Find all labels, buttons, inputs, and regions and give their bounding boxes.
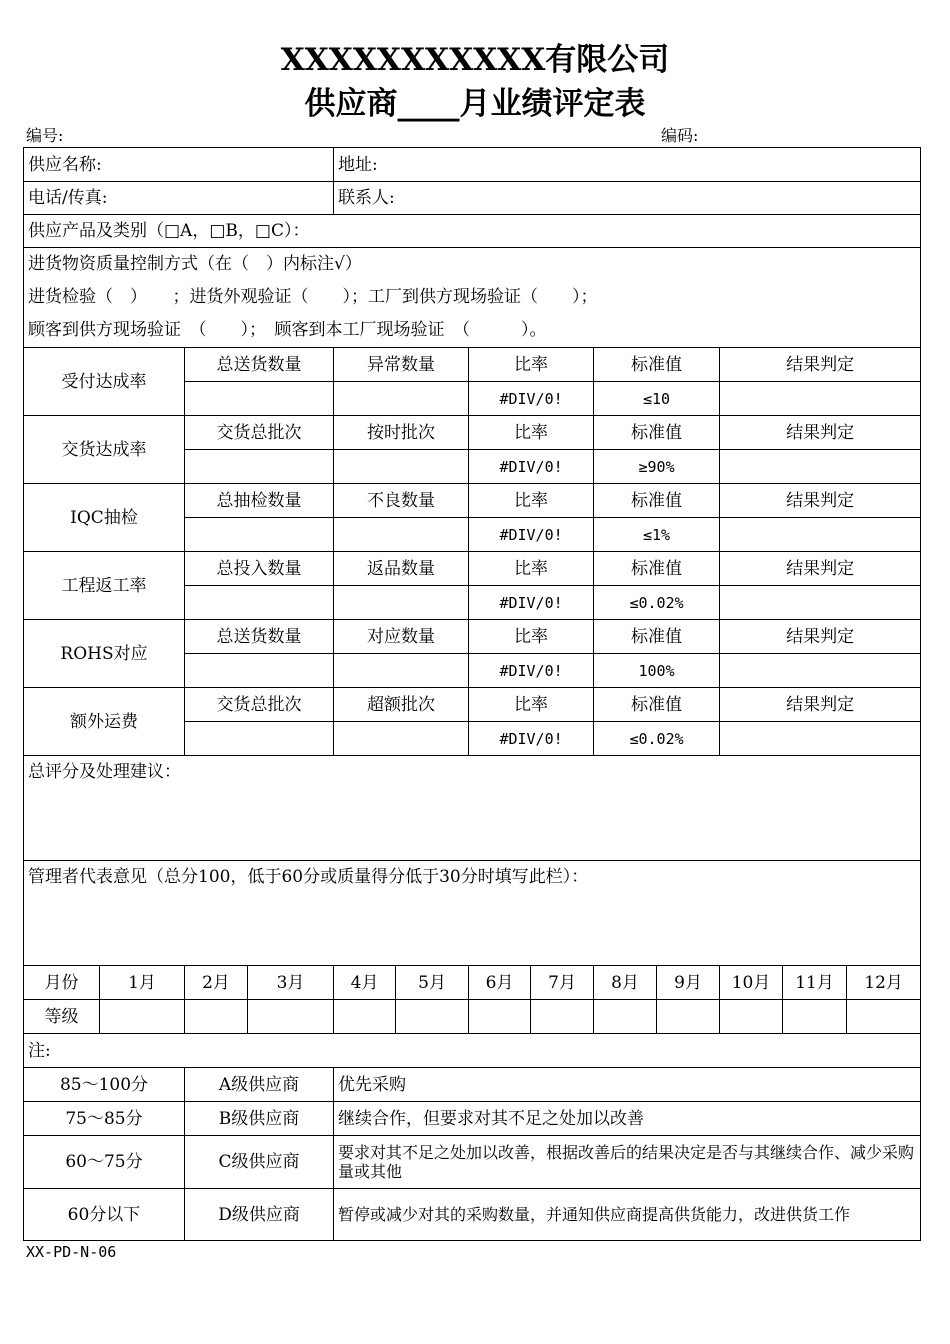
number-label: 编号:	[26, 126, 64, 145]
metric-col2-value[interactable]	[334, 654, 469, 688]
ratio-header: 比率	[469, 348, 594, 382]
contact-label: 联系人:	[338, 188, 395, 208]
overall-evaluation-label: 总评分及处理建议：	[28, 762, 181, 782]
ratio-header: 比率	[469, 416, 594, 450]
metric-col1-header: 交货总批次	[185, 688, 334, 722]
result-value[interactable]	[720, 722, 921, 756]
metric-col2-value[interactable]	[334, 518, 469, 552]
result-value[interactable]	[720, 518, 921, 552]
grade-cell-12[interactable]	[847, 1000, 921, 1034]
standard-value: ≥90%	[594, 450, 720, 484]
ratio-header: 比率	[469, 620, 594, 654]
month-10: 10月	[720, 966, 783, 1000]
grade-header: 等级	[24, 1000, 100, 1034]
address-field[interactable]	[334, 148, 921, 182]
company-title: XXXXXXXXXXX有限公司	[280, 42, 670, 78]
product-category-label: 供应产品及类别（□A，□B，□C）：	[28, 221, 310, 241]
address-label: 地址:	[338, 154, 378, 175]
score-range: 75～85分	[24, 1102, 185, 1136]
ratio-value: #DIV/0!	[469, 382, 594, 416]
ratio-value: #DIV/0!	[469, 450, 594, 484]
score-range: 60～75分	[24, 1136, 185, 1189]
metric-col2-value[interactable]	[334, 382, 469, 416]
metric-col1-value[interactable]	[185, 450, 334, 484]
grade-cell-1[interactable]	[100, 1000, 185, 1034]
ratio-value: #DIV/0!	[469, 654, 594, 688]
standard-header: 标准值	[594, 348, 720, 382]
metric-name: 工程返工率	[24, 552, 185, 620]
score-range: 60分以下	[24, 1189, 185, 1241]
grade-cell-8[interactable]	[594, 1000, 657, 1034]
month-9: 9月	[657, 966, 720, 1000]
supplier-name-label: 供应名称:	[28, 154, 102, 175]
grade-cell-2[interactable]	[185, 1000, 248, 1034]
result-header: 结果判定	[720, 348, 921, 382]
product-category-field[interactable]	[24, 215, 921, 248]
metric-name: ROHS对应	[24, 620, 185, 688]
metric-col2-header: 异常数量	[334, 348, 469, 382]
metric-col2-header: 不良数量	[334, 484, 469, 518]
level-action: 继续合作，但要求对其不足之处加以改善	[334, 1102, 921, 1136]
standard-value: 100%	[594, 654, 720, 688]
ratio-value: #DIV/0!	[469, 586, 594, 620]
grade-cell-10[interactable]	[720, 1000, 783, 1034]
month-4: 4月	[334, 966, 396, 1000]
metric-col1-header: 总投入数量	[185, 552, 334, 586]
result-header: 结果判定	[720, 484, 921, 518]
score-range: 85～100分	[24, 1068, 185, 1102]
document-code: XX-PD-N-06	[26, 1243, 117, 1261]
metric-col1-value[interactable]	[185, 654, 334, 688]
metric-name: 受付达成率	[24, 348, 185, 416]
grade-cell-7[interactable]	[531, 1000, 594, 1034]
result-value[interactable]	[720, 654, 921, 688]
standard-value: ≤0.02%	[594, 722, 720, 756]
grade-cell-9[interactable]	[657, 1000, 720, 1034]
ratio-header: 比率	[469, 552, 594, 586]
result-value[interactable]	[720, 450, 921, 484]
supplier-level: D级供应商	[185, 1189, 334, 1241]
month-header: 月份	[24, 966, 100, 1000]
grade-cell-3[interactable]	[248, 1000, 334, 1034]
result-header: 结果判定	[720, 552, 921, 586]
manager-opinion-field[interactable]	[24, 861, 921, 966]
standard-header: 标准值	[594, 552, 720, 586]
contact-field[interactable]	[334, 182, 921, 215]
result-header: 结果判定	[720, 620, 921, 654]
metric-col2-header: 对应数量	[334, 620, 469, 654]
month-6: 6月	[469, 966, 531, 1000]
standard-header: 标准值	[594, 688, 720, 722]
standard-value: ≤0.02%	[594, 586, 720, 620]
code-label: 编码:	[661, 126, 699, 145]
level-action: 要求对其不足之处加以改善，根据改善后的结果决定是否与其继续合作、减少采购量或其他	[334, 1136, 921, 1189]
metric-col1-value[interactable]	[185, 518, 334, 552]
overall-evaluation-field[interactable]	[24, 756, 921, 861]
month-8: 8月	[594, 966, 657, 1000]
result-value[interactable]	[720, 586, 921, 620]
result-header: 结果判定	[720, 688, 921, 722]
metric-col2-header: 超额批次	[334, 688, 469, 722]
phone-fax-label: 电话/传真:	[28, 188, 108, 208]
grade-cell-11[interactable]	[783, 1000, 847, 1034]
result-value[interactable]	[720, 382, 921, 416]
grade-cell-6[interactable]	[469, 1000, 531, 1034]
metric-col1-header: 总送货数量	[185, 620, 334, 654]
result-header: 结果判定	[720, 416, 921, 450]
month-11: 11月	[783, 966, 847, 1000]
supplier-name-field[interactable]	[24, 148, 334, 182]
metric-col2-value[interactable]	[334, 722, 469, 756]
manager-opinion-label: 管理者代表意见（总分100，低于60分或质量得分低于30分时填写此栏）：	[28, 867, 589, 887]
metric-col2-header: 按时批次	[334, 416, 469, 450]
inspection-line-2: 进货检验（ ） ；进货外观验证（ ）；工厂到供方现场验证（ ）；	[28, 287, 598, 307]
metric-col1-header: 总送货数量	[185, 348, 334, 382]
ratio-value: #DIV/0!	[469, 518, 594, 552]
metric-col1-value[interactable]	[185, 722, 334, 756]
standard-value: ≤10	[594, 382, 720, 416]
grade-cell-4[interactable]	[334, 1000, 396, 1034]
metric-col1-header: 总抽检数量	[185, 484, 334, 518]
grade-cell-5[interactable]	[396, 1000, 469, 1034]
metric-col1-header: 交货总批次	[185, 416, 334, 450]
ratio-header: 比率	[469, 484, 594, 518]
month-5: 5月	[396, 966, 469, 1000]
form-title: 供应商____月业绩评定表	[304, 86, 646, 122]
month-1: 1月	[100, 966, 185, 1000]
standard-header: 标准值	[594, 416, 720, 450]
notes-label: 注:	[24, 1034, 921, 1068]
supplier-level: A级供应商	[185, 1068, 334, 1102]
metric-col2-value[interactable]	[334, 450, 469, 484]
supplier-level: C级供应商	[185, 1136, 334, 1189]
inspection-method-block	[24, 248, 921, 348]
metric-col2-header: 返品数量	[334, 552, 469, 586]
ratio-header: 比率	[469, 688, 594, 722]
phone-fax-field[interactable]	[24, 182, 334, 215]
standard-header: 标准值	[594, 484, 720, 518]
metric-col1-value[interactable]	[185, 382, 334, 416]
month-2: 2月	[185, 966, 248, 1000]
metric-name: 额外运费	[24, 688, 185, 756]
inspection-line-1: 进货物资质量控制方式（在（ ）内标注√）	[28, 254, 362, 274]
standard-header: 标准值	[594, 620, 720, 654]
metric-col1-value[interactable]	[185, 586, 334, 620]
metric-name: 交货达成率	[24, 416, 185, 484]
supplier-level: B级供应商	[185, 1102, 334, 1136]
month-12: 12月	[847, 966, 921, 1000]
ratio-value: #DIV/0!	[469, 722, 594, 756]
level-action: 优先采购	[334, 1068, 921, 1102]
metric-name: IQC抽检	[24, 484, 185, 552]
inspection-line-3: 顾客到供方现场验证 （ ）； 顾客到本工厂现场验证 （ ）。	[28, 320, 547, 340]
level-action: 暂停或减少对其的采购数量，并通知供应商提高供货能力，改进供货工作	[334, 1189, 921, 1241]
month-3: 3月	[248, 966, 334, 1000]
month-7: 7月	[531, 966, 594, 1000]
evaluation-form-table	[23, 147, 921, 1241]
metric-col2-value[interactable]	[334, 586, 469, 620]
standard-value: ≤1%	[594, 518, 720, 552]
